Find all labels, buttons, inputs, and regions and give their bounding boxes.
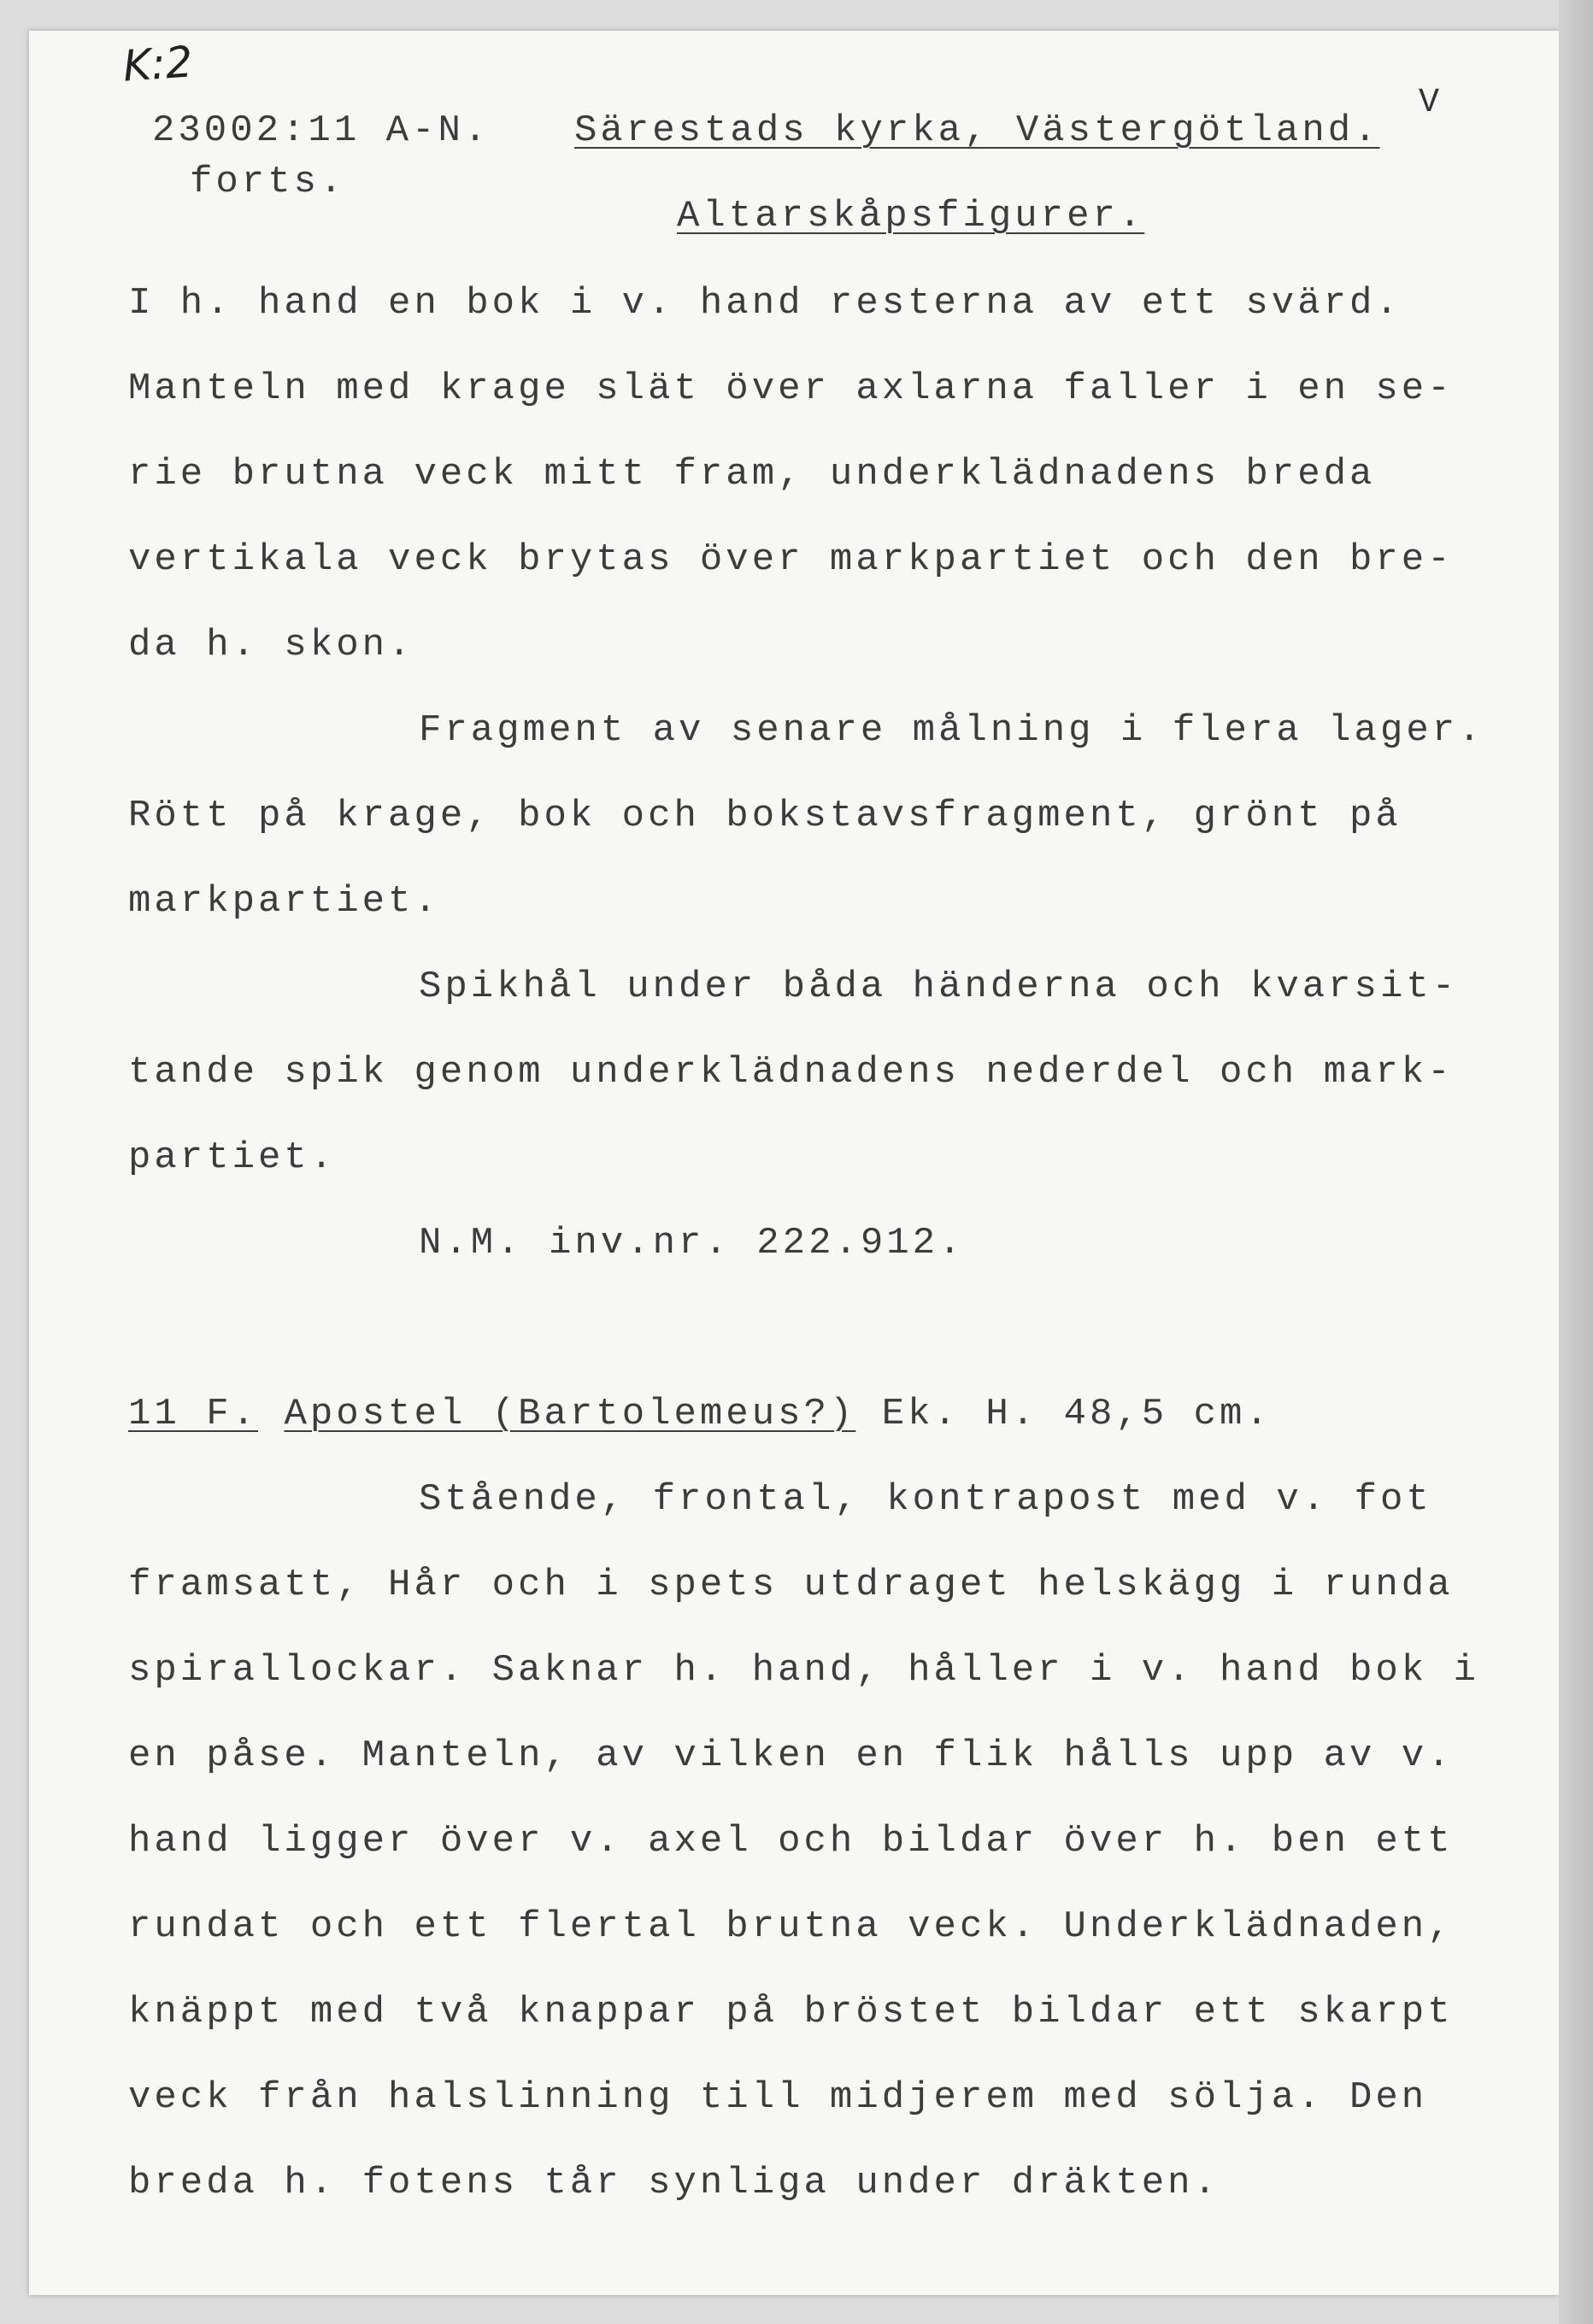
inventory-number: N.M. inv.nr. 222.912.: [419, 1222, 965, 1265]
body-line: markpartiet.: [128, 880, 440, 923]
body-line: vertikala veck brytas över markpartiet och den bre-: [128, 538, 1454, 581]
body-line: rie brutna veck mitt fram, underklädnadens breda: [128, 453, 1376, 496]
corner-mark: V: [1419, 84, 1440, 122]
body-line: I h. hand en bok i v. hand resterna av ett svärd.: [128, 282, 1402, 325]
body-line: en påse. Manteln, av vilken en flik hålls upp av v.: [128, 1734, 1454, 1777]
handwritten-mark: K:2: [121, 37, 195, 91]
item-number: 11 F.: [128, 1393, 259, 1435]
section-heading: Altarskåpsfigurer.: [677, 195, 1145, 238]
body-line: Rött på krage, bok och bokstavsfragment, grönt på: [128, 795, 1402, 837]
card-edge: [1559, 0, 1593, 2324]
body-line: Manteln med krage slät över axlarna faller i en se-: [128, 367, 1454, 410]
body-line: Stående, frontal, kontrapost med v. fot: [419, 1478, 1432, 1521]
body-line: hand ligger över v. axel och bildar över h. ben ett: [128, 1820, 1454, 1863]
body-line: spirallockar. Saknar h. hand, håller i v. hand bok i: [128, 1649, 1480, 1692]
body-line: partiet.: [128, 1136, 337, 1179]
body-line: rundat och ett flertal brutna veck. Underklädnaden,: [128, 1905, 1454, 1948]
catalog-ref: 23002:11 A-N.: [152, 109, 491, 152]
body-line: veck från halslinning till midjerem med sölja. Den: [128, 2076, 1428, 2119]
catalog-cont: forts.: [190, 161, 346, 203]
item-heading: [128, 1393, 1272, 1435]
body-line: breda h. fotens tår synliga under dräkten.: [128, 2162, 1220, 2204]
body-line: knäppt med två knappar på bröstet bildar ett skarpt: [128, 1991, 1454, 2034]
place-heading: Särestads kyrka, Västergötland.: [574, 109, 1380, 152]
body-line: Spikhål under båda händerna och kvarsit-: [419, 965, 1459, 1008]
item-description: Ek. H. 48,5 cm.: [855, 1393, 1272, 1435]
item-title: Apostel (Bartolemeus?): [284, 1393, 856, 1435]
body-line: framsatt, Hår och i spets utdraget helskägg i runda: [128, 1564, 1454, 1606]
body-line: Fragment av senare målning i flera lager.: [419, 709, 1484, 752]
body-line: tande spik genom underklädnadens nederdel och mark-: [128, 1051, 1454, 1094]
body-line: da h. skon.: [128, 624, 414, 666]
